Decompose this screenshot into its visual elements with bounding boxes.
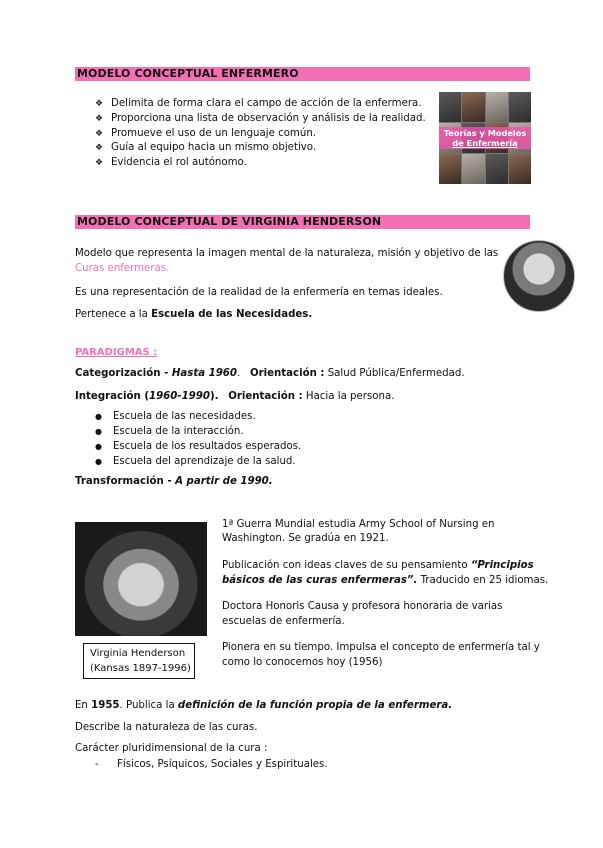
diamond-bullet-icon: ❖ (95, 143, 104, 154)
list-item: ❖ Delimita de forma clara el campo de acción de la enfermera. (95, 97, 426, 112)
bio-line: Publicación con ideas claves de su pensamiento “Principios (222, 560, 534, 571)
list-item: ❖ Promueve el uso de un lenguaje común. (95, 127, 426, 142)
bullet-icon: ● (95, 427, 102, 436)
bullet-icon: ● (95, 442, 102, 451)
bio-line: básicos de las curas enfermeras”. Traducido en 25 idiomas. (222, 575, 549, 586)
henderson-round-photo (503, 240, 575, 312)
bio-line: Doctora Honoris Causa y profesora honoraria de varias (222, 601, 503, 612)
bullet-icon: ● (95, 412, 102, 421)
paradigm-transformacion: Transformación - A partir de 1990. (75, 476, 273, 487)
paradigms-heading: PARADIGMAS : (75, 347, 158, 358)
highlight-curas-enfermeras: Curas enfermeras. (75, 263, 170, 274)
footer-definicion: En 1955. Publica la definición de la función propia de la enfermera. (75, 700, 453, 711)
list-item: ● Escuela de los resultados esperados. (95, 441, 302, 452)
list-item: ● Escuela de las necesidades. (95, 411, 256, 422)
section-title-modelo-conceptual: MODELO CONCEPTUAL ENFERMERO (75, 67, 530, 81)
paradigm-integracion: Integración (1960-1990). Orientación : Hacia la persona. (75, 391, 395, 402)
bio-line: Washington. Se gradúa en 1921. (222, 533, 389, 544)
section-title-henderson: MODELO CONCEPTUAL DE VIRGINIA HENDERSON (75, 215, 530, 229)
paradigm-categorizacion: Categorización - Hasta 1960. Orientación : Salud Pública/Enfermedad. (75, 368, 465, 379)
footer-dimensiones: - Físicos, Psíquicos, Sociales y Espirituales. (95, 759, 328, 770)
image-overlay-title: Teorías y Modelos de Enfermería (439, 127, 531, 149)
paragraph-representacion: Es una representación de la realidad de la enfermería en temas ideales. (75, 287, 443, 298)
footer-naturaleza: Describe la naturaleza de las curas. (75, 722, 258, 733)
diamond-bullet-icon: ❖ (95, 113, 104, 124)
diamond-bullet-icon: ❖ (95, 99, 104, 109)
section1-list (95, 97, 426, 171)
bio-line: 1ª Guerra Mundial estudia Army School of Nursing en (222, 519, 495, 530)
henderson-portrait (75, 522, 207, 636)
portrait-caption: Virginia Henderson (Kansas 1897-1996) (83, 643, 195, 679)
footer-caracter: Carácter pluridimensional de la cura : (75, 743, 268, 754)
diamond-bullet-icon: ❖ (95, 128, 104, 139)
bio-line: como lo conocemos hoy (1956) (222, 657, 383, 668)
paragraph-definition: Modelo que representa la imagen mental de la naturaleza, misión y objetivo de las (75, 248, 499, 259)
bio-line: Pionera en su tiempo. Impulsa el concepto de enfermería tal y (222, 642, 540, 653)
list-item: ❖ Guía al equipo hacia un mismo objetivo. (95, 141, 426, 156)
list-item: ● Escuela del aprendizaje de la salud. (95, 456, 296, 467)
bullet-icon: ● (95, 457, 102, 466)
schools-list (95, 409, 301, 469)
list-item: ❖ Evidencia el rol autónomo. (95, 156, 426, 171)
diamond-bullet-icon: ❖ (95, 158, 104, 169)
paragraph-escuela: Pertenece a la Escuela de las Necesidades. (75, 309, 313, 320)
bio-line: escuelas de enfermería. (222, 616, 345, 627)
list-item: ● Escuela de la interacción. (95, 426, 244, 437)
list-item: ❖ Proporciona una lista de observación y análisis de la realidad. (95, 112, 426, 127)
